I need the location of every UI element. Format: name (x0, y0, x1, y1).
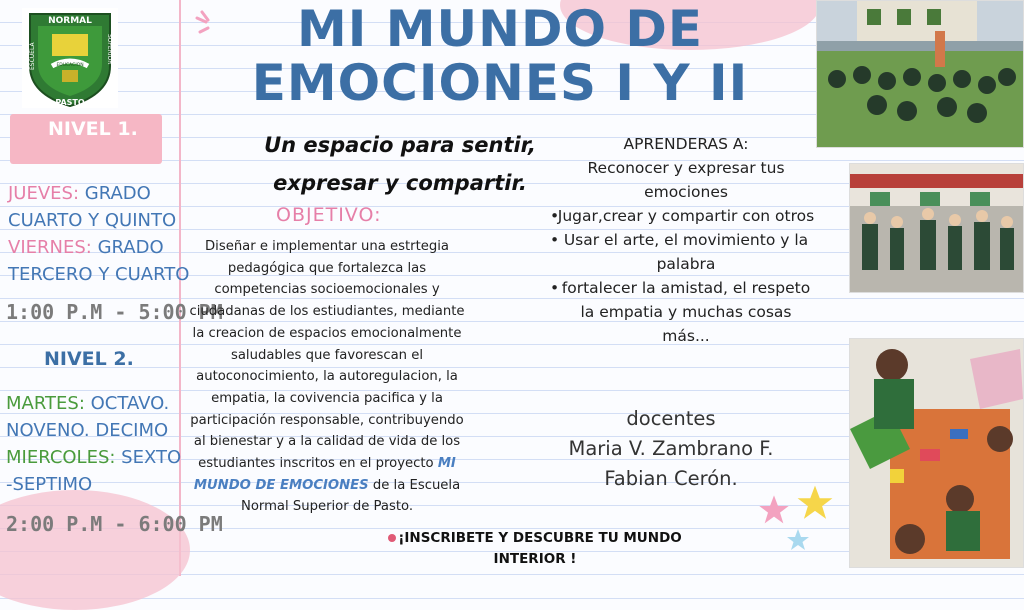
nivel1-time: 1:00 P.M - 5:00 PM (6, 300, 223, 324)
objetivo-body: Diseñar e implementar una estrtegia pedagógica que fortalezca las competencias socioemocionales y ciudadanas de los estiudiantes, mediante la creacion de espacios emocionalmente saludables que favorescan el autoconocimiento, la autoregulacion, la empatia, la covivencia pacifica y la participación responsable, contribuyendo al bienestar y a la calidad de vida de los estudiantes inscritos en el proyecto (189, 239, 465, 472)
logo-top-text: NORMAL (48, 16, 92, 26)
star-icon (796, 484, 834, 522)
star-icon (786, 528, 810, 552)
nivel1-schedule (8, 180, 189, 288)
nivel2-day1-grades: NOVENO. DECIMO (6, 420, 169, 441)
learn-item: • Jugar,crear y compartir con otros (556, 204, 816, 228)
nivel1-day2-grades: TERCERO Y CUARTO (8, 264, 190, 285)
learn-item: • Usar el arte, el movimiento y la palabra (556, 228, 816, 276)
nivel2-day1-grade: OCTAVO. (84, 393, 170, 414)
title-line-1: MI MUNDO DE (296, 0, 704, 58)
nivel1-day1-grade: GRADO (79, 183, 151, 204)
logo-right-text: SUPERIOR (106, 34, 113, 65)
bullet-dot-icon (388, 534, 396, 542)
teacher-name-1: Maria V. Zambrano F. (568, 437, 774, 460)
decorative-blob (0, 490, 190, 610)
logo-left-text: ESCUELA (29, 42, 36, 70)
objetivo-heading: OBJETIVO: (276, 204, 382, 226)
nivel2-day1: MARTES: (6, 393, 85, 414)
school-logo (22, 8, 118, 108)
objetivo-text (184, 236, 470, 518)
sparkle-icon (194, 10, 224, 40)
nivel1-day1: JUEVES: (8, 183, 80, 204)
nivel2-time: 2:00 P.M - 6:00 PM (6, 512, 223, 536)
teachers-heading: docentes (626, 407, 716, 430)
tagline-line-1: Un espacio para sentir, (264, 133, 536, 157)
title-line-2: EMOCIONES I Y II (251, 54, 749, 112)
project-name: MI MUNDO DE EMOCIONES (193, 456, 456, 493)
logo-ribbon-text: EDUCACION (56, 63, 84, 68)
cta-line-2: INTERIOR ! (493, 551, 577, 567)
cta-line-1: ¡INSCRIBETE Y DESCUBRE TU MUNDO (398, 530, 682, 546)
page-title (190, 2, 810, 110)
nivel2-label: NIVEL 2. (44, 348, 134, 370)
call-to-action (378, 528, 692, 570)
star-icon (758, 494, 790, 526)
logo-bottom-text: PASTO (55, 98, 85, 107)
photo-students-outdoors (816, 0, 1024, 148)
learning-list (556, 132, 816, 348)
teachers-block (556, 404, 786, 494)
nivel2-schedule (6, 390, 181, 498)
learn-item: • fortalecer la amistad, el respeto la empatia y muchas cosas más... (556, 276, 816, 348)
nivel1-day2: VIERNES: (8, 237, 92, 258)
nivel1-label: NIVEL 1. (48, 118, 138, 140)
learn-intro: Reconocer y expresar tus emociones (587, 159, 785, 201)
nivel1-day1-grades: CUARTO Y QUINTO (8, 210, 177, 231)
tagline (230, 126, 570, 202)
nivel2-day2: MIERCOLES: (6, 447, 116, 468)
objetivo-end: de la Escuela Normal Superior de Pasto. (240, 477, 461, 515)
nivel2-day2-grades: -SEPTIMO (6, 474, 93, 495)
tagline-line-2: expresar y compartir. (273, 171, 527, 195)
photo-students-crafts (849, 338, 1024, 568)
photo-students-playground (849, 163, 1024, 293)
nivel2-day2-grade: SEXTO (115, 447, 182, 468)
teacher-name-2: Fabian Cerón. (604, 467, 738, 490)
learn-heading: APRENDERAS A: (623, 135, 749, 153)
nivel1-day2-grade: GRADO (91, 237, 164, 258)
